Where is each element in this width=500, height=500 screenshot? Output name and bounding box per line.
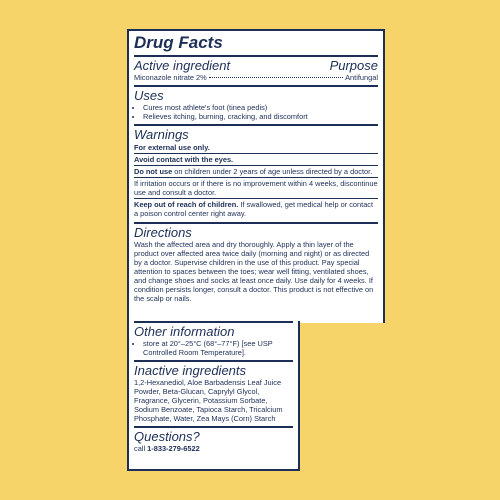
phone-number: 1-833-279-6522 <box>147 444 200 453</box>
warning-do-not-use: Do not use on children under 2 years of age unless directed by a doctor. <box>134 165 378 177</box>
inactive-ingredients-heading: Inactive ingredients <box>134 363 247 378</box>
warning-irritation: If irritation occurs or if there is no improvement within 4 weeks, discontinue use and consult a doctor. <box>134 179 378 197</box>
title-section <box>134 31 378 55</box>
active-ingredient-name: Miconazole nitrate 2% <box>134 73 207 82</box>
directions-text: Wash the affected area and dry thoroughly. Apply a thin layer of the product over affected area twice daily (morning and night) or as directed by a doctor. Supervise children in the use of this product. Pay special attention to spaces between the toes; wear well fitting, ventilated shoes, and change shoes and socks at least once daily. Use daily for 4 weeks. If condition persists longer, consult a doctor. This product is not effective on the scalp or nails. <box>134 240 374 303</box>
drug-facts-lower-panel <box>127 321 300 471</box>
warning-external: For external use only. <box>134 143 210 152</box>
uses-section <box>134 85 378 124</box>
active-ingredient-section <box>134 55 378 85</box>
directions-section <box>134 222 378 306</box>
active-ingredient-heading: Active ingredient <box>134 58 231 73</box>
warning-keep-out: Keep out of reach of children. If swallowed, get medical help or contact a poison control center right away. <box>134 198 378 219</box>
directions-heading: Directions <box>134 225 192 240</box>
dot-leader <box>209 77 343 78</box>
other-information-heading: Other information <box>134 324 235 339</box>
other-information-list <box>134 339 293 357</box>
uses-list <box>134 103 378 121</box>
questions-contact: call 1-833-279-6522 <box>134 444 200 453</box>
uses-heading: Uses <box>134 88 164 103</box>
active-ingredient-purpose: Antifungal <box>345 73 378 82</box>
drug-facts-title: Drug Facts <box>134 33 223 52</box>
other-information-section <box>134 321 293 360</box>
warnings-section <box>134 124 378 222</box>
warnings-heading: Warnings <box>134 127 189 142</box>
active-ingredient-row <box>134 73 378 82</box>
uses-item: • Cures most athlete's foot (tinea pedis) <box>143 103 378 112</box>
other-information-item: • store at 20°–25°C (68°–77°F) [see USP Controlled Room Temperature]. <box>143 339 293 357</box>
uses-item: • Relieves itching, burning, cracking, and discomfort <box>143 112 378 121</box>
inactive-ingredients-section <box>134 360 293 426</box>
questions-heading: Questions? <box>134 429 200 444</box>
inactive-ingredients-text: 1,2-Hexanediol, Aloe Barbadensis Leaf Juice Powder, Beta-Glucan, Caprylyl Glycol, Fragrance, Glycerin, Potassium Sorbate, Sodium Benzoate, Tapioca Starch, Tricalcium Phosphate, Water, Zea Mays (Corn) Starch <box>134 378 283 423</box>
questions-section <box>134 426 293 456</box>
warning-eyes: Avoid contact with the eyes. <box>134 153 378 165</box>
drug-facts-panel <box>127 29 385 323</box>
purpose-heading: Purpose <box>329 58 378 73</box>
